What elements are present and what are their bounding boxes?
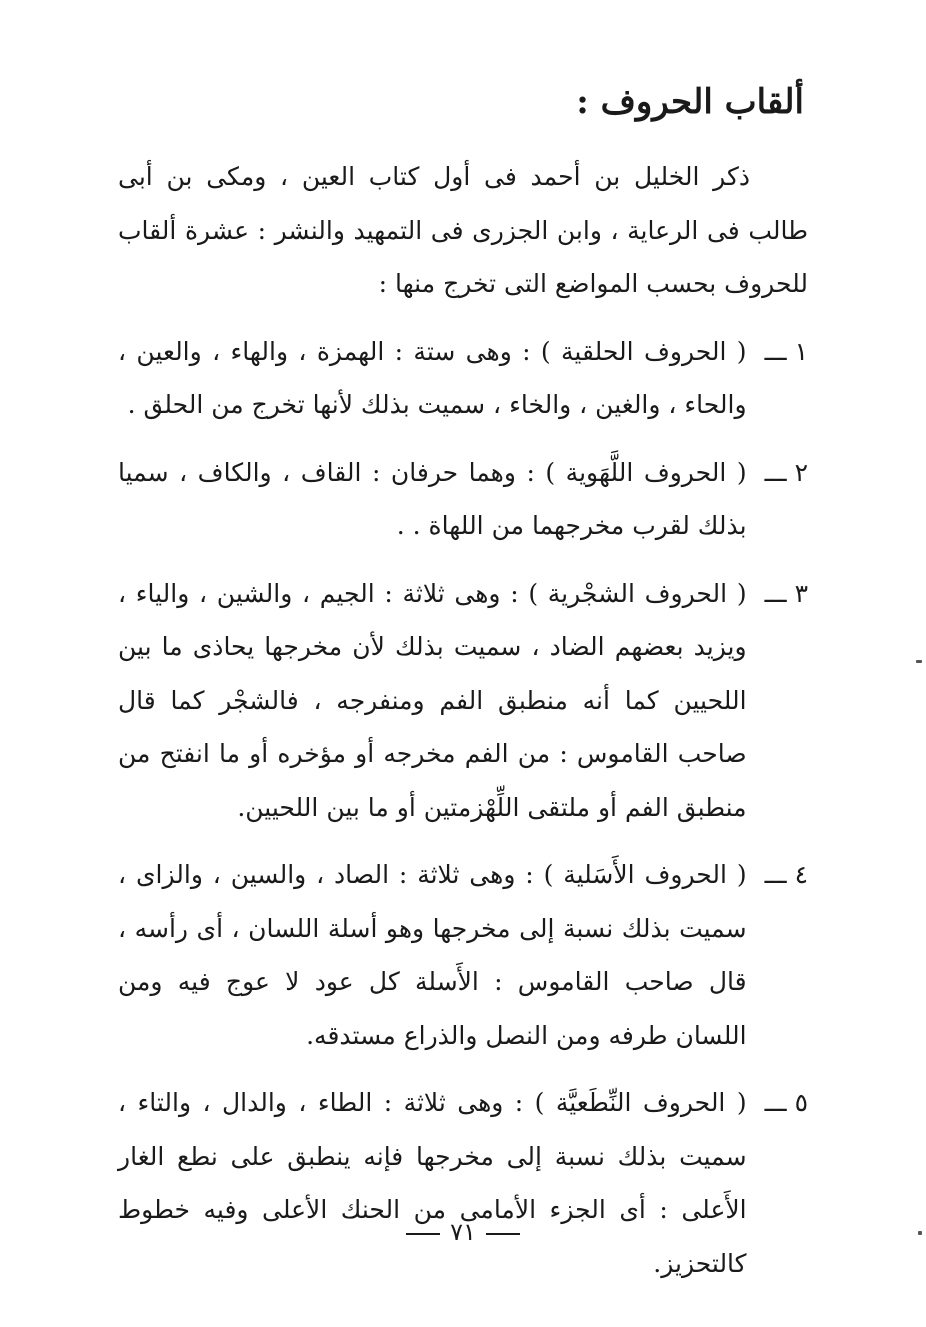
item-number: ٢ـــ <box>764 457 808 487</box>
item-text: ( الحروف الشجْرية ) : وهى ثلاثة : الجيم ، والشين ، والياء ، ويزيد بعضهم الضاد ، سميت بذلك لأن مخرجها يحاذى ما بين اللحيين كما أنه منطبق الفم ومنفرجه ، فالشجْر كما قال صاحب القاموس : من الفم مخرجه أو مؤخره أو ما انفتح من منطبق الفم أو ملتقى اللِّهْزمتين أو ما بين اللحيين. <box>118 578 747 822</box>
page-number-dash <box>486 1233 520 1235</box>
item-dash: ـــ <box>764 1088 787 1117</box>
item-number: ٥ـــ <box>764 1088 808 1117</box>
item-number: ٣ـــ <box>764 578 808 608</box>
item-text: ( الحروف الأَسَلية ) : وهى ثلاثة : الصاد ، والسين ، والزاى ، سميت بذلك نسبة إلى مخرجها وهو أسلة اللسان ، أى رأسه ، قال صاحب القاموس : الأَسلة كل عود لا عوج فيه ومن اللسان طرفه ومن النصل والذراع مستدقه. <box>118 860 747 1050</box>
item-dash: ـــ <box>764 336 787 366</box>
item-text: ( الحروف الحلقية ) : وهى ستة : الهمزة ، والهاء ، والعين ، والحاء ، والغين ، والخاء ، سميت بذلك لأنها تخرج من الحلق . <box>118 336 747 419</box>
page-number-value: ٧١ <box>450 1218 476 1246</box>
intro-paragraph: ذكر الخليل بن أحمد فى أول كتاب العين ، ومكى بن أبى طالب فى الرعاية ، وابن الجزرى فى التمهيد والنشر : عشرة ألقاب للحروف بحسب المواضع التى تخرج منها : <box>118 162 808 298</box>
page-number <box>0 1212 926 1252</box>
item-dash: ـــ <box>764 578 787 608</box>
list-item <box>118 325 808 432</box>
list-item <box>118 567 808 835</box>
body-text <box>118 150 808 1304</box>
page-title: ألقاب الحروف : <box>576 82 804 122</box>
item-number: ٤ـــ <box>764 860 808 889</box>
list-item <box>118 848 808 1062</box>
item-text: ( الحروف النِّطَعيَّة ) : وهى ثلاثة : الطاء ، والدال ، والتاء ، سميت بذلك نسبة إلى مخرجها فإنه ينطبق على نطع الغار الأَعلى : أى الجزء الأمامى من الحنك الأعلى وفيه خطوط كالتحزيز. <box>118 1088 747 1278</box>
list-item <box>118 1076 808 1290</box>
page-number-dash <box>406 1233 440 1235</box>
item-text: ( الحروف اللَّهَوية ) : وهما حرفان : القاف ، والكاف ، سميا بذلك لقرب مخرجهما من اللهاة . . <box>118 457 747 540</box>
list-item <box>118 446 808 553</box>
item-dash: ـــ <box>764 457 787 487</box>
scan-speck <box>918 1231 922 1235</box>
scan-speck <box>916 660 922 663</box>
item-number: ١ـــ <box>764 336 808 366</box>
item-dash: ـــ <box>764 860 787 889</box>
